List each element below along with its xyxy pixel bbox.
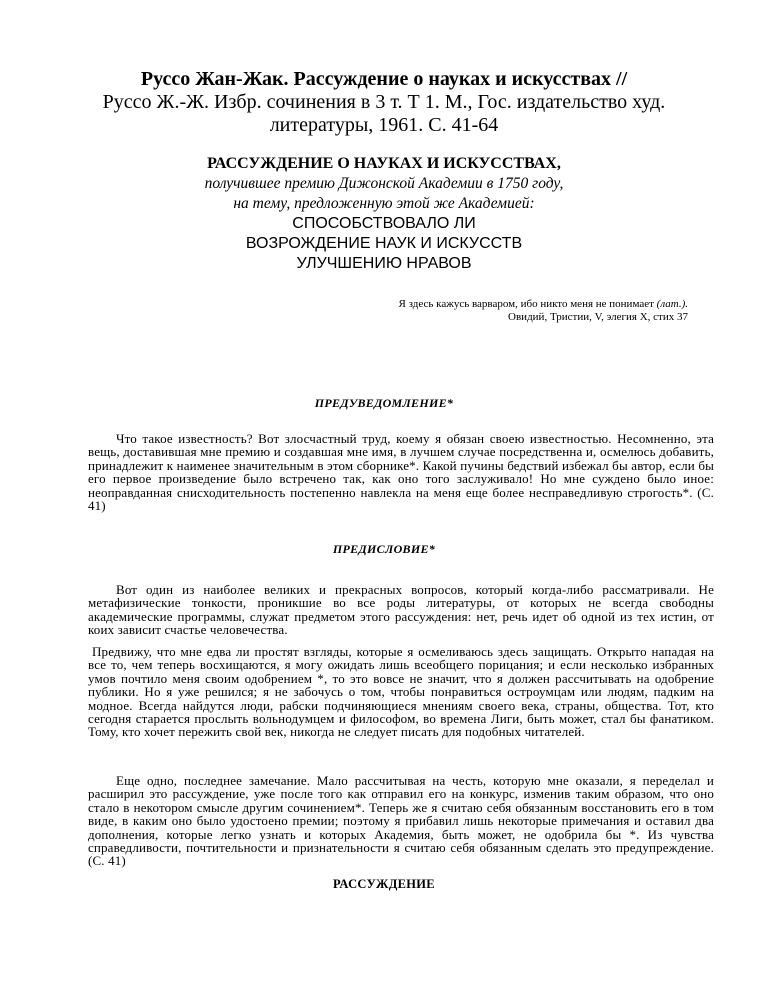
main-title: РАССУЖДЕНИЕ О НАУКАХ И ИСКУССТВАХ,: [207, 155, 561, 172]
question-line-2: ВОЗРОЖДЕНИЕ НАУК И ИСКУССТВ: [245, 235, 523, 252]
preface-paragraph-3: Еще одно, последнее замечание. Мало рассчитывая на честь, которую мне оказали, я переделал и расширил это рассуждение, уже после того как отправил его на конкурс, изменив таким образом, что оно стало в некотором смысле другим сочинением*. Теперь же я считаю себя обязанным восстановить его в том виде, в каким оно было удостоено премии; поэтому я прибавил лишь некоторые примечания и оставил два дополнения, которые легко узнать и которых Академия, быть может, не одобрила бы *. Из чувства справедливости, почтительности и признательности я считаю себя обязанным сделать это предупреждение. (С. 41): [88, 773, 714, 869]
subtitle-line-2: на тему, предложенную этой же Академией:: [233, 195, 535, 212]
epigraph-quote: [268, 298, 688, 311]
title-block: [80, 154, 688, 274]
subtitle-line-1: получившее премию Дижонской Академии в 1750 году,: [204, 175, 564, 192]
preface-notice-paragraph: Что такое известность? Вот злосчастный труд, коему я обязан своею известностью. Несомненно, эта вещь, доставившая мне премию и создавшая мне имя, в лучшем случае посредственна и, осмелюсь добавить, принадлежит к наименее значительным в этом сборнике*. Какой пучины бедствий избежал бы автор, если бы его первое произведение было встречено так, как оно того заслуживало! Но мне суждено было иное: неоправданная снисходительность постепенно навлекла на меня еще более несправедливую строгость*. (С. 41): [88, 431, 714, 514]
epigraph-lat-note: (лат.).: [656, 298, 688, 310]
section-heading-preface-notice: ПРЕДУВЕДОМЛЕНИЕ*: [314, 396, 454, 410]
bibliographic-header: [80, 68, 688, 137]
preface-paragraph-2: Предвижу, что мне едва ли простят взгляды, которые я осмеливаюсь здесь защищать. Открыто нападая на все то, чем теперь восхищаются, я могу ожидать лишь всеобщего порицания; и если несколько избранных умов почтило меня своим одобрением *, то это вовсе не значит, что я должен рассчитывать на одобрение публики. Но я уже решился; я не забочусь о том, чтобы понравиться остроумцам или людям, падким на модное. Всегда найдутся люди, рабски подчиняющиеся мнениям своего века, страны, общества. Тот, кто сегодня старается прослыть вольнодумцем и философом, во времена Лиги, быть может, стал бы фанатиком. Тому, кто хочет пережить свой век, никогда не следует писать для подобных читателей.: [88, 644, 714, 740]
header-line-3: литературы, 1961. С. 41-64: [269, 114, 499, 136]
header-line-1: Руссо Жан-Жак. Рассуждение о науках и искусствах //: [140, 68, 628, 90]
epigraph-source: Овидий, Тристии, V, элегия X, стих 37: [508, 311, 688, 323]
header-line-2: Руссо Ж.-Ж. Избр. сочинения в 3 т. Т 1. М., Гос. издательство худ.: [102, 91, 666, 113]
epigraph: [268, 298, 688, 324]
question-line-3: УЛУЧШЕНИЮ НРАВОВ: [296, 255, 472, 272]
epigraph-text: Я здесь кажусь варваром, ибо никто меня не понимает: [398, 298, 657, 310]
question-line-1: СПОСОБСТВОВАЛО ЛИ: [292, 215, 476, 232]
section-heading-preface: ПРЕДИСЛОВИЕ*: [332, 542, 436, 556]
section-heading-discourse: РАССУЖДЕНИЕ: [333, 877, 435, 891]
preface-paragraph-1: Вот один из наиболее великих и прекрасных вопросов, который когда-либо рассматривали. Не метафизические тонкости, проникшие во все роды литературы, от которых не всегда свободны академические программы, служат предметом этого рассуждения: нет, речь идет об одной из тех истин, от коих зависит счастье человечества.: [88, 582, 714, 638]
